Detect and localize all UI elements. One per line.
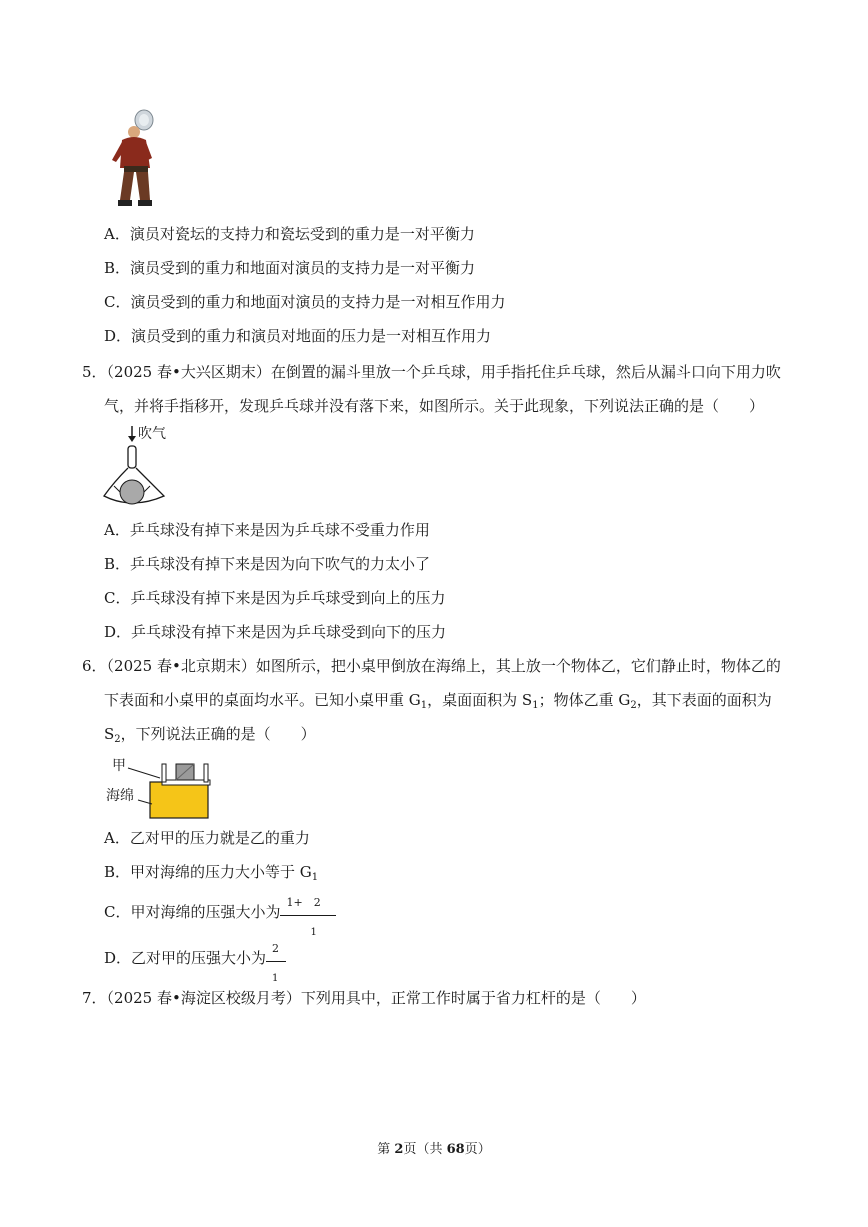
label-sponge: 海绵 xyxy=(106,788,134,804)
q5-option-b: B．乒乓球没有掉下来是因为向下吹气的力太小了 xyxy=(104,555,431,573)
page-footer: 第 2页（共 68页） xyxy=(377,1142,491,1157)
q6-stem-line1: 6．（2025 春•北京期末）如图所示，把小桌甲倒放在海绵上，其上放一个物体乙，它们静止时，物体乙的 xyxy=(82,657,781,675)
q6-option-c: C．甲对海绵的压强大小为 $\frac{1+ 2}{1}$ xyxy=(104,902,336,923)
q4-option-d: D．演员受到的重力和演员对地面的压力是一对相互作用力 xyxy=(104,327,492,345)
q4-option-a: A．演员对瓷坛的支持力和瓷坛受到的重力是一对平衡力 xyxy=(104,225,475,243)
q6-option-d: D．乙对甲的压强大小为 $\frac{2}{1}$ xyxy=(104,948,286,969)
q5-stem-line1: 5．（2025 春•大兴区期末）在倒置的漏斗里放一个乒乓球，用手指托住乒乓球，然后从漏斗口向下用力吹 xyxy=(82,363,781,381)
q6-stem-line2: 下表面和小桌甲的桌面均水平。已知小桌甲重 $G_1$，桌面面积为 $S_1$；物体乙重 $G_2$，其下表面的面积为 xyxy=(104,691,772,711)
q5-option-d: D．乒乓球没有掉下来是因为乒乓球受到向下的压力 xyxy=(104,623,447,641)
fraction-c: $\frac{1+ 2}{1}$ xyxy=(280,903,336,923)
fraction-d: $\frac{2}{1}$ xyxy=(266,949,286,969)
q7-stem-line1: 7．（2025 春•海淀区校级月考）下列用具中，正常工作时属于省力杠杆的是（ ） xyxy=(82,989,646,1007)
q6-option-a: A．乙对甲的压力就是乙的重力 xyxy=(104,829,310,847)
funnel-figure xyxy=(100,424,172,510)
q4-option-b: B．演员受到的重力和地面对演员的支持力是一对平衡力 xyxy=(104,259,476,277)
sponge-table-figure xyxy=(104,756,228,820)
q6-stem-line3: $S_2$，下列说法正确的是（ ） xyxy=(104,725,316,745)
q4-option-c: C．演员受到的重力和地面对演员的支持力是一对相互作用力 xyxy=(104,293,506,311)
q5-option-a: A．乒乓球没有掉下来是因为乒乓球不受重力作用 xyxy=(104,521,430,539)
blow-label: 吹气 xyxy=(138,426,166,442)
q5-option-c: C．乒乓球没有掉下来是因为乒乓球受到向上的压力 xyxy=(104,589,446,607)
label-jia: 甲 xyxy=(112,758,126,774)
q5-stem-line2: 气，并将手指移开，发现乒乓球并没有落下来，如图所示。关于此现象，下列说法正确的是（ ） xyxy=(104,397,765,415)
q6-option-b: B．甲对海绵的压力大小等于 $G_1$ xyxy=(104,863,319,883)
performer-figure xyxy=(104,108,160,212)
